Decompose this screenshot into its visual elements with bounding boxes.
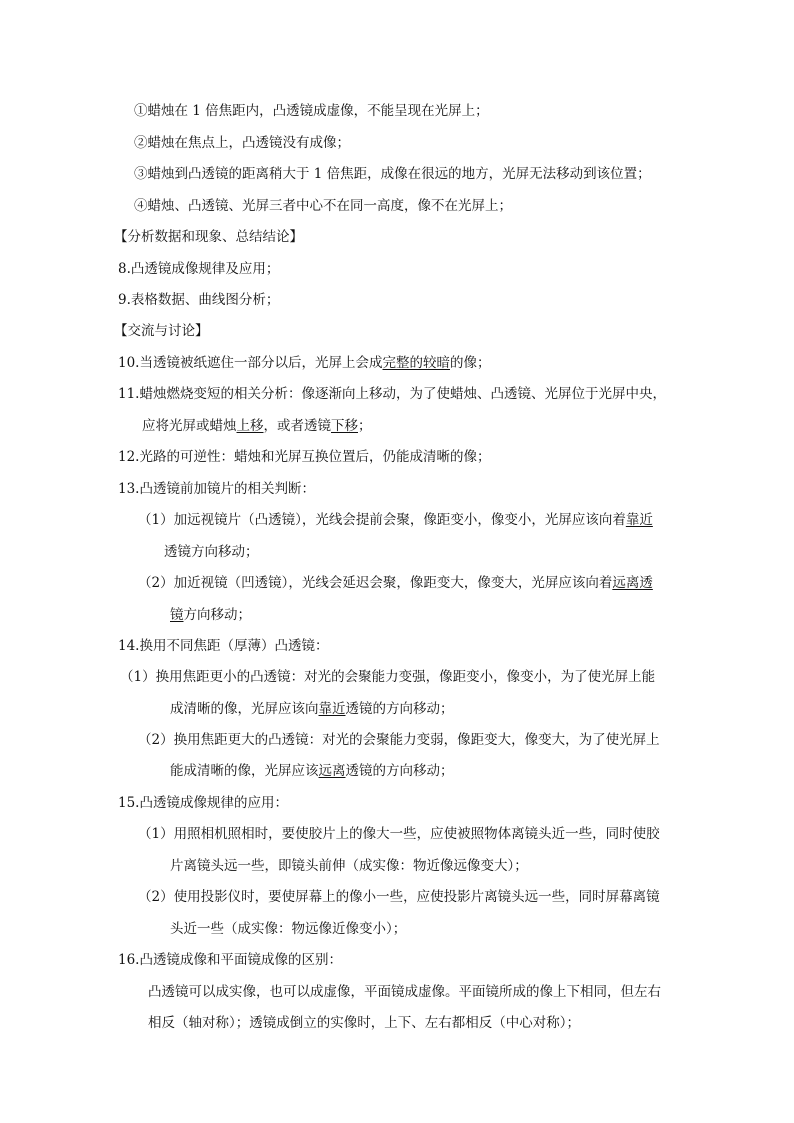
list-item — [118, 480, 315, 498]
text: 应将光屏或蜡烛 — [142, 418, 237, 434]
list-item — [134, 165, 651, 183]
text: 成清晰的像，光屏应该向 — [170, 701, 319, 717]
list-item — [134, 102, 489, 120]
text: （1）加远视镜片（凸透镜），光线会提前会聚，像距变小，像变小，光屏应该向着 — [138, 512, 626, 528]
text: 片离镜头远一些，即镜头前伸（成实像：物近像远像变大）； — [170, 858, 528, 874]
text: 方向移动； — [183, 607, 251, 623]
text: ①蜡烛在 1 倍焦距内，凸透镜成虚像，不能呈现在光屏上； — [134, 103, 489, 119]
text: 的像； — [449, 355, 491, 371]
text: 【分析数据和现象、总结结论】 — [114, 229, 303, 245]
text: 9.表格数据、曲线图分析； — [118, 292, 280, 308]
list-item — [118, 385, 666, 403]
text: （2）使用投影仪时，要使屏幕上的像小一些，应使投影片离镜头远一些，同时屏幕离镜 — [138, 889, 660, 905]
text: 16.凸透镜成像和平面镜成像的区别： — [118, 952, 342, 968]
list-item — [118, 637, 328, 655]
text: ，或者透镜 — [263, 418, 331, 434]
underlined-answer: 靠近 — [625, 512, 653, 528]
text: ④蜡烛、凸透镜、光屏三者中心不在同一高度，像不在光屏上； — [134, 198, 512, 214]
underlined-answer: 完整的较暗 — [382, 355, 450, 371]
sub-item — [138, 825, 660, 843]
sub-item-continuation — [170, 762, 454, 780]
text: 10.当透镜被纸遮住一部分以后，光屏上会成 — [118, 355, 383, 371]
text: 15.凸透镜成像规律的应用： — [118, 795, 288, 811]
sub-item-continuation — [170, 857, 528, 875]
list-item-continuation — [142, 417, 372, 435]
section-heading — [114, 228, 303, 246]
sub-item-continuation — [170, 700, 454, 718]
text: ③蜡烛到凸透镜的距离稍大于 1 倍焦距，成像在很远的地方，光屏无法移动到该位置； — [134, 166, 651, 182]
text: 14.换用不同焦距（厚薄）凸透镜： — [118, 638, 329, 654]
sub-item — [138, 731, 660, 749]
text: 头近一些（成实像：物远像近像变小）； — [170, 921, 407, 937]
list-item — [118, 260, 279, 278]
text: 11.蜡烛燃烧变短的相关分析：像逐渐向上移动，为了使蜡烛、凸透镜、光屏位于光屏中央， — [118, 386, 666, 402]
text: 透镜的方向移动； — [345, 701, 454, 717]
sub-item-continuation — [170, 606, 251, 624]
text: ； — [358, 418, 372, 434]
text: 透镜方向移动； — [164, 544, 259, 560]
sub-item — [138, 511, 653, 529]
underlined-answer: 远离 — [318, 763, 346, 779]
text: （1）换用焦距更小的凸透镜：对光的会聚能力变强，像距变小，像变小，为了使光屏上能 — [120, 669, 656, 685]
list-item — [118, 951, 342, 969]
underlined-answer: 下移 — [331, 418, 358, 434]
sub-item-continuation — [164, 543, 259, 561]
list-item — [118, 794, 288, 812]
sub-item — [138, 888, 660, 906]
text: 相反（轴对称）；透镜成倒立的实像时，上下、左右都相反（中心对称）； — [148, 1015, 580, 1031]
text: （1）用照相机照相时，要使胶片上的像大一些，应使被照物体离镜头近一些，同时使胶 — [138, 826, 660, 842]
underlined-answer: 上移 — [236, 418, 264, 434]
underlined-answer: 镜 — [170, 607, 184, 623]
underlined-answer: 靠近 — [318, 701, 346, 717]
section-heading — [114, 322, 209, 340]
text: 【交流与讨论】 — [114, 323, 209, 339]
text: 凸透镜可以成实像，也可以成虚像，平面镜成虚像。平面镜所成的像上下相同，但左右 — [148, 984, 661, 1000]
text: 透镜的方向移动； — [345, 763, 454, 779]
list-item — [134, 134, 350, 152]
sub-item — [120, 668, 655, 686]
list-item — [118, 354, 490, 372]
text: （2）换用焦距更大的凸透镜：对光的会聚能力变弱，像距变大，像变大，为了使光屏上 — [138, 732, 660, 748]
text: 8.凸透镜成像规律及应用； — [118, 261, 280, 277]
list-item — [118, 291, 279, 309]
underlined-answer: 远离透 — [612, 575, 653, 591]
paragraph-continuation — [148, 1014, 580, 1032]
text: （2）加近视镜（凹透镜），光线会延迟会聚，像距变大，像变大，光屏应该向着 — [138, 575, 613, 591]
list-item — [118, 448, 490, 466]
sub-item — [138, 574, 653, 592]
sub-item-continuation — [170, 920, 406, 938]
list-item — [134, 197, 512, 215]
text: 13.凸透镜前加镜片的相关判断： — [118, 481, 315, 497]
text: ②蜡烛在焦点上，凸透镜没有成像； — [134, 135, 350, 151]
text: 能成清晰的像，光屏应该 — [170, 763, 319, 779]
paragraph — [148, 983, 661, 1001]
text: 12.光路的可逆性：蜡烛和光屏互换位置后，仍能成清晰的像； — [118, 449, 491, 465]
